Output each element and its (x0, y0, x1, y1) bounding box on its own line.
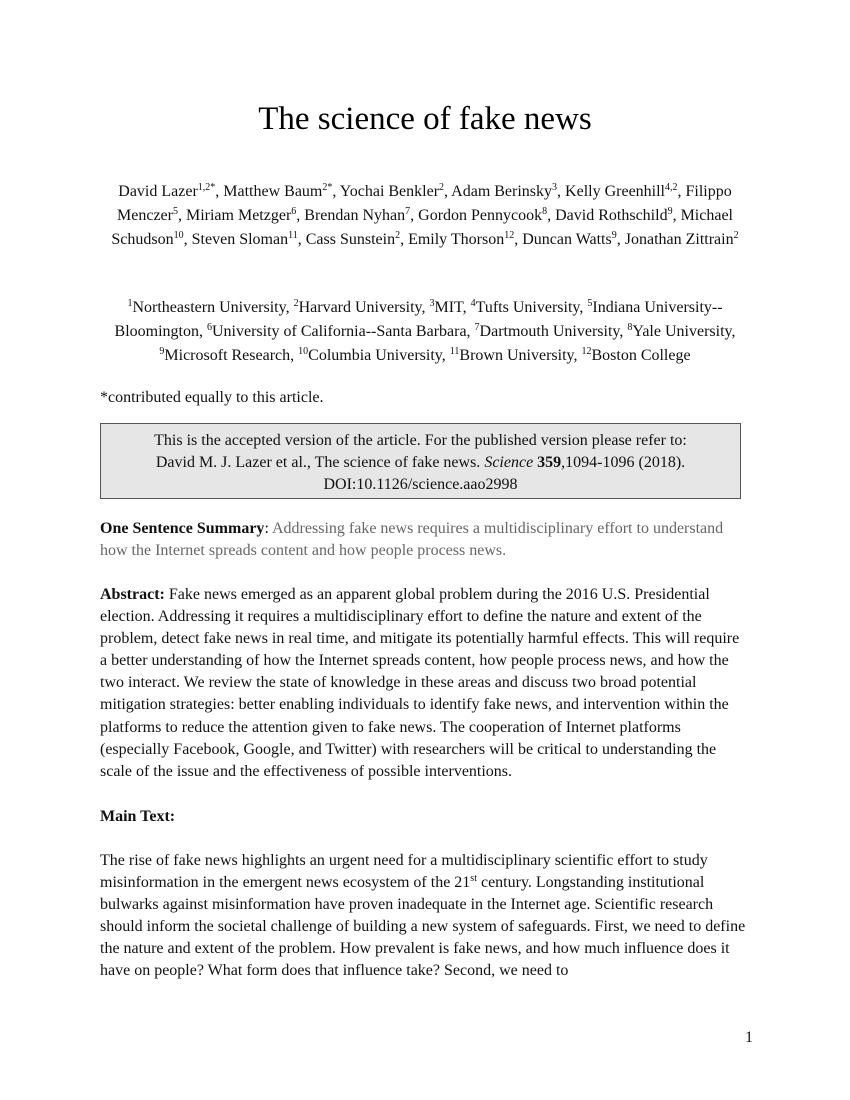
author: Matthew Baum (223, 183, 323, 200)
author-separator: , (444, 183, 452, 200)
author-affiliation-sup: 12 (504, 230, 515, 241)
affiliation-separator: , (619, 323, 628, 340)
century-ordinal-sup: st (470, 873, 477, 885)
author-affiliation-sup: 2 (439, 182, 445, 193)
author: Duncan Watts (522, 231, 612, 248)
author-affiliation-sup: 2* (322, 182, 333, 193)
author: Adam Berinsky (451, 183, 553, 200)
author-affiliation-sup: 9 (611, 230, 617, 241)
affiliation-separator: , (198, 323, 207, 340)
main-text-part-1: The rise of fake news highlights an urgent need for a multidisciplinary scientific effort to study misinformation in the emergent news ecosystem of the 21 (100, 852, 708, 892)
author: Gordon Pennycook (418, 207, 543, 224)
one-sentence-summary (100, 518, 750, 562)
author-separator: , (296, 207, 305, 224)
affiliation-name: Columbia University (308, 347, 442, 364)
affiliation-separator: , (285, 299, 294, 316)
affiliation-number: 8 (627, 322, 633, 333)
author-affiliation-sup: 6 (291, 206, 297, 217)
affiliation-number: 9 (159, 346, 165, 357)
author-separator: , (514, 231, 523, 248)
author: David Lazer (118, 183, 198, 200)
notice-doi: DOI:10.1126/science.aao2998 (323, 476, 518, 493)
author: Steven Sloman (191, 231, 289, 248)
affiliation-separator: , (290, 347, 299, 364)
affiliation-number: 4 (470, 298, 476, 309)
affiliation-number: 5 (587, 298, 593, 309)
abstract-text: Fake news emerged as an apparent global problem during the 2016 U.S. Presidential election. Addressing it requires a multidisciplinary effort to define the nature and extent of the problem, detect fake news in real time, and mitigate its potentially harmful effects. This will require a better understanding of how the Internet spreads content, how people process news, and how the two interact. We review the state of knowledge in these areas and discuss two broad potential mitigation strategies: better enabling individuals to identify fake news, and intervention within the platforms to reduce the attention given to fake news. The cooperation of Internet platforms (especially Facebook, Google, and Twitter) with researchers will be critical to understanding the scale of the issue and the effectiveness of possible interventions. (100, 586, 740, 780)
author: Emily Thorson (408, 231, 505, 248)
affiliation-separator: , (441, 347, 450, 364)
affiliation-separator: , (731, 323, 736, 340)
affiliation-separator: , (421, 299, 430, 316)
affiliation-name: Dartmouth University (479, 323, 620, 340)
author-affiliation-sup: 5 (172, 206, 178, 217)
affiliation-number: 1 (127, 298, 133, 309)
journal-volume: 359 (537, 454, 562, 471)
affiliation-name: Boston College (591, 347, 691, 364)
author-separator: , (616, 231, 625, 248)
contribution-note: *contributed equally to this article. (100, 389, 324, 406)
author-separator: , (557, 183, 566, 200)
affiliation-separator: , (579, 299, 588, 316)
author-separator: , (677, 183, 686, 200)
summary-colon: : (264, 520, 272, 537)
affiliation-number: 2 (293, 298, 299, 309)
affiliation-number: 12 (581, 346, 592, 357)
citation-prefix: David M. J. Lazer et al., The science of fake news. (155, 454, 485, 471)
affiliation-name: Microsoft Research (164, 347, 291, 364)
author-separator: , (410, 207, 419, 224)
affiliation-number: 11 (449, 346, 460, 357)
affiliation-name: MIT (434, 299, 463, 316)
affiliation-name: Brown University (459, 347, 574, 364)
author-affiliation-sup: 10 (173, 230, 184, 241)
author: Kelly Greenhill (565, 183, 665, 200)
author-separator: , (215, 183, 224, 200)
main-text-part-2: century. Longstanding institutional bulwarks against misinformation have proven inadequate in the Internet age. Scientific research should inform the societal challenge of building a new system of safeguards. First, we need to define the nature and extent of the problem. How prevalent is fake news, and how much influence does it have on people? What form does that influence take? Second, we need to (100, 874, 746, 980)
notice-citation (101, 452, 740, 474)
author-affiliation-sup: 8 (542, 206, 548, 217)
author-separator: , (332, 183, 340, 200)
author: Yochai Benkler (339, 183, 440, 200)
author-list (100, 180, 750, 252)
affiliation-number: 6 (206, 322, 212, 333)
affiliation-name: Indiana University--Bloomington (114, 299, 723, 340)
author-affiliation-sup: 2 (733, 230, 739, 241)
author-separator: , (297, 231, 306, 248)
author-affiliation-sup: 2 (395, 230, 401, 241)
published-version-notice (100, 423, 741, 499)
affiliation-separator: , (573, 347, 582, 364)
main-text-heading: Main Text: (100, 808, 176, 825)
author: Cass Sunstein (305, 231, 396, 248)
affiliation-number: 3 (429, 298, 435, 309)
citation-pages: ,1094-1096 (2018). (561, 454, 686, 471)
affiliation-name: University of California--Santa Barbara (211, 323, 467, 340)
affiliation-separator: , (462, 299, 471, 316)
author-affiliation-sup: 11 (288, 230, 298, 241)
affiliation-name: Northeastern University (132, 299, 286, 316)
author: Brendan Nyhan (304, 207, 406, 224)
author: Michael Schudson (111, 207, 733, 248)
author-separator: , (183, 231, 192, 248)
author-separator: , (400, 231, 409, 248)
abstract-label: Abstract: (100, 586, 165, 603)
main-text-paragraph (100, 850, 750, 983)
affiliation-name: Harvard University (298, 299, 422, 316)
paper-title: The science of fake news (258, 101, 592, 137)
affiliation-number: 7 (474, 322, 480, 333)
author: David Rothschild (555, 207, 668, 224)
affiliation-number: 10 (298, 346, 309, 357)
author-affiliation-sup: 3 (552, 182, 558, 193)
author: Jonathan Zittrain (624, 231, 734, 248)
author: Filippo Menczer (117, 183, 732, 224)
author-affiliation-sup: 1,2* (197, 182, 216, 193)
author: Miriam Metzger (185, 207, 292, 224)
abstract (100, 584, 750, 783)
author-affiliation-sup: 4,2 (665, 182, 678, 193)
author-affiliation-sup: 7 (405, 206, 411, 217)
summary-text: Addressing fake news requires a multidisciplinary effort to understand how the Internet spreads content and how people process news. (100, 520, 724, 559)
notice-line-1: This is the accepted version of the article. For the published version please refer to: (154, 432, 687, 449)
author-separator: , (672, 207, 681, 224)
author-affiliation-sup: 9 (667, 206, 673, 217)
journal-name: Science (484, 454, 534, 471)
author-separator: , (177, 207, 186, 224)
affiliation-name: Yale University (632, 323, 732, 340)
page-number: 1 (745, 1029, 753, 1046)
affiliation-list (100, 296, 750, 368)
affiliation-separator: , (466, 323, 475, 340)
affiliation-name: Tufts University (475, 299, 580, 316)
author-separator: , (547, 207, 556, 224)
summary-label: One Sentence Summary (100, 520, 265, 537)
